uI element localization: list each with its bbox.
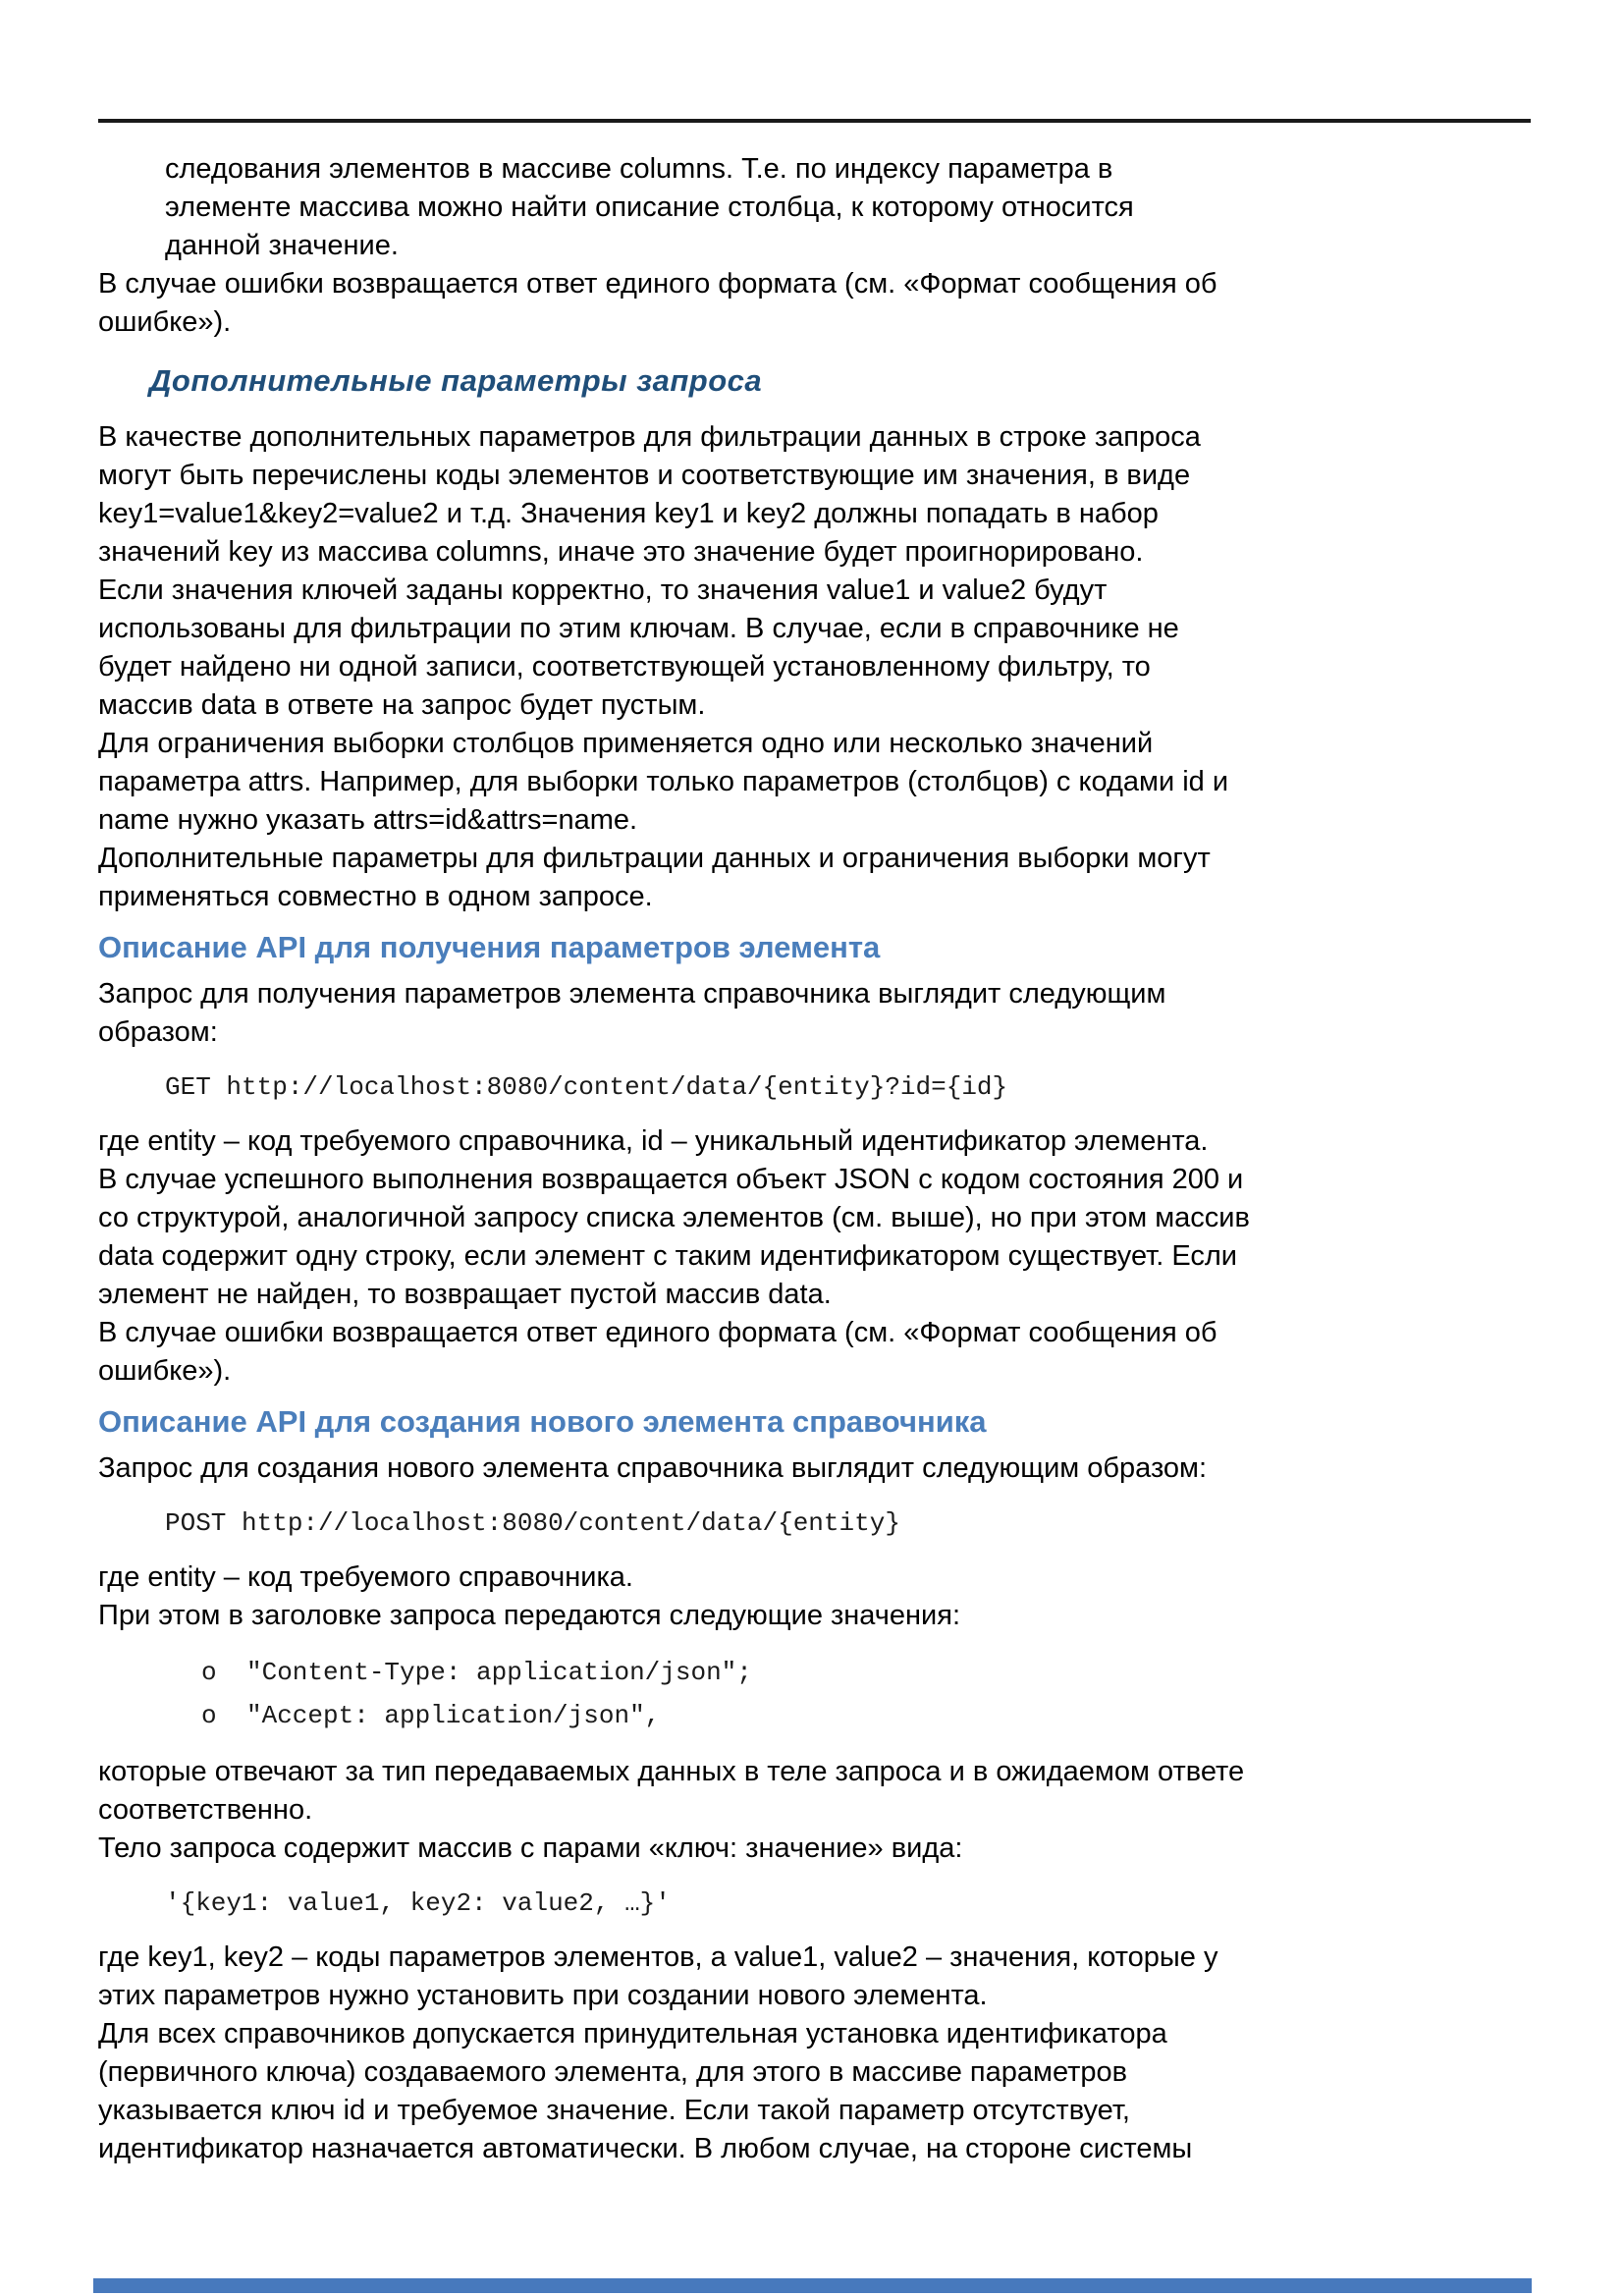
paragraph [98,1122,1542,1391]
text-line: применяться совместно в одном запросе. [98,881,653,912]
list-text: "Accept: application/json", [246,1701,661,1730]
section-heading: Описание API для создания нового элемента справочника [98,1404,987,1439]
code-block [165,1503,1542,1543]
paragraph [98,265,1542,342]
text-line: будет найдено ни одной записи, соответствующей установленному фильтру, то [98,651,1151,683]
text-line: следования элементов в массиве columns. Т.е. по индексу параметра в [165,153,1113,185]
text-line: элементе массива можно найти описание столбца, к которому относится [165,191,1134,223]
text-line: key1=value1&key2=value2 и т.д. Значения key1 и key2 должны попадать в набор [98,498,1159,529]
text-line: данной значение. [165,230,399,261]
text-line: образом: [98,1016,218,1048]
paragraph [98,1753,1542,1868]
paragraph [98,975,1542,1052]
text-line: значений key из массива columns, иначе это значение будет проигнорировано. [98,536,1144,568]
text-line: GET http://localhost:8080/content/data/{entity}?id={id} [165,1072,1008,1102]
text-line: этих параметров нужно установить при создании нового элемента. [98,1980,988,2011]
text-line: использованы для фильтрации по этим ключам. В случае, если в справочнике не [98,613,1179,644]
code-block [165,1067,1542,1107]
text-line: Тело запроса содержит массив с парами «ключ: значение» вида: [98,1832,963,1864]
partial-bottom-bar [93,2278,1532,2293]
text-line: В случае успешного выполнения возвращается объект JSON с кодом состояния 200 и [98,1164,1244,1195]
text-line: '{key1: value1, key2: value2, …}' [165,1888,671,1918]
text-line: ошибке»). [98,1355,232,1387]
code-list-item [201,1651,1542,1694]
text-line: где key1, key2 – коды параметров элементов, а value1, value2 – значения, которые у [98,1941,1218,1973]
text-line: могут быть перечислены коды элементов и соответствующие им значения, в виде [98,460,1191,491]
code-block [165,1884,1542,1923]
text-line: Для всех справочников допускается принудительная установка идентификатора [98,2018,1167,2050]
text-line: Дополнительные параметры для фильтрации данных и ограничения выборки могут [98,843,1211,874]
text-line: массив data в ответе на запрос будет пустым. [98,689,706,721]
document-body [98,150,1542,2168]
text-line: Для ограничения выборки столбцов применяется одно или несколько значений [98,728,1154,759]
paragraph [98,1558,1542,1635]
text-line: указывается ключ id и требуемое значение. Если такой параметр отсутствует, [98,2095,1130,2126]
paragraph [98,418,1542,916]
section-heading: Описание API для получения параметров элемента [98,930,881,964]
text-line: Если значения ключей заданы корректно, то значения value1 и value2 будут [98,574,1108,606]
indented-paragraph [165,150,1542,265]
code-list-item [201,1694,1542,1737]
text-line: name нужно указать attrs=id&attrs=name. [98,804,638,836]
subsection-heading: Дополнительные параметры запроса [149,363,763,398]
list-marker: o [201,1701,217,1730]
header-rule [98,119,1531,123]
text-line: (первичного ключа) создаваемого элемента, для этого в массиве параметров [98,2056,1128,2088]
text-line: В случае ошибки возвращается ответ единого формата (см. «Формат сообщения об [98,1317,1217,1348]
text-line: В качестве дополнительных параметров для фильтрации данных в строке запроса [98,421,1201,453]
text-line: При этом в заголовке запроса передаются следующие значения: [98,1600,961,1631]
text-line: элемент не найден, то возвращает пустой массив data. [98,1279,832,1310]
text-line: со структурой, аналогичной запросу списка элементов (см. выше), но при этом массив [98,1202,1250,1233]
code-list [201,1651,1542,1737]
text-line: идентификатор назначается автоматически. В любом случае, на стороне системы [98,2133,1193,2164]
list-text: "Content-Type: application/json"; [246,1658,752,1687]
text-line: которые отвечают за тип передаваемых данных в теле запроса и в ожидаемом ответе [98,1756,1245,1787]
text-line: параметра attrs. Например, для выборки только параметров (столбцов) с кодами id и [98,766,1229,797]
list-marker: o [201,1658,217,1687]
text-line: где entity – код требуемого справочника. [98,1561,633,1593]
paragraph [98,1939,1542,2168]
text-line: где entity – код требуемого справочника, id – уникальный идентификатор элемента. [98,1125,1209,1157]
text-line: Запрос для получения параметров элемента справочника выглядит следующим [98,978,1166,1010]
text-line: data содержит одну строку, если элемент с таким идентификатором существует. Если [98,1240,1237,1272]
text-line: Запрос для создания нового элемента справочника выглядит следующим образом: [98,1452,1208,1484]
text-line: POST http://localhost:8080/content/data/{entity} [165,1508,900,1538]
paragraph [98,1449,1542,1488]
text-line: В случае ошибки возвращается ответ единого формата (см. «Формат сообщения об [98,268,1217,300]
text-line: соответственно. [98,1794,313,1826]
text-line: ошибке»). [98,306,232,338]
